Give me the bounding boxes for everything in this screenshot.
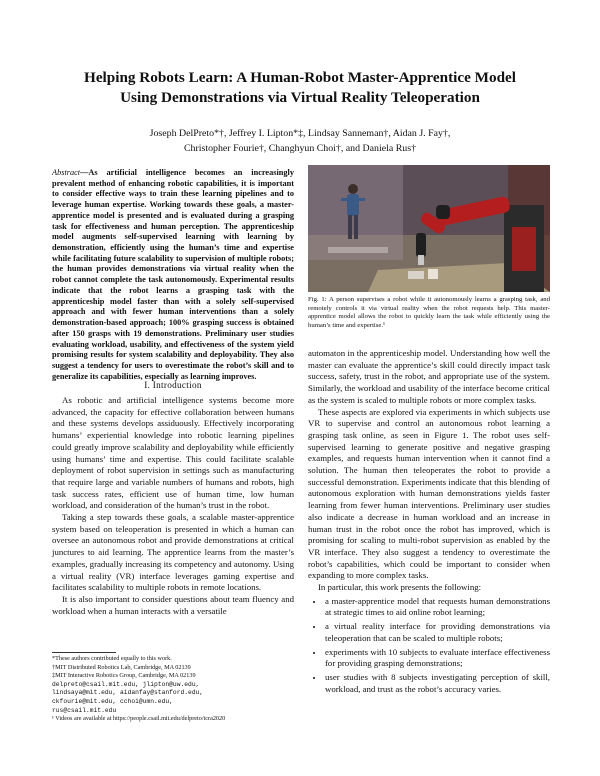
footnote: †MIT Distributed Robotics Lab, Cambridge, MA 02139 [52,663,191,671]
footnote: ‡MIT Interactive Robotics Group, Cambridge, MA 02139 [52,672,196,680]
figure-robot-photo [308,165,550,292]
intro-paragraph: It is also important to consider questions about team fluency and workload when a human interacts with a versatile [52,593,294,616]
figure-caption: Fig. 1: A person supervises a robot while it autonomously learns a grasping task, and remotely controls it via virtual reality when the robot requests help. This master-apprentice model allows the robot to quickly learn the task while efficiently using the human’s time and expertise.¹ [308,296,550,329]
email-line: delpreto@csail.mit.edu, jlipton@uw.edu, [52,680,200,688]
body-paragraph: In particular, this work presents the following: [318,582,482,593]
title-line-2: Using Demonstrations via Virtual Reality Teleoperation [120,89,480,106]
abstract-label: Abstract [52,168,81,177]
footnote-rule [52,652,116,653]
contribution-item: • a master-apprentice model that requests human demonstrations at strategic times to aid online robot learning; [324,596,550,619]
authors-line-1: Joseph DelPreto*†, Jeffrey I. Lipton*‡, Lindsay Sanneman†, Aidan J. Fay†, [149,128,451,139]
authors-line-2: Christopher Fourie†, Changhyun Choi†, and Daniela Rus† [183,143,417,154]
paper-title [40,68,560,108]
footnote-video-link: ¹ Videos are available at https://people.csail.mit.edu/delpreto/icra2020 [52,715,226,723]
body-paragraph: automaton in the apprenticeship model. Understanding how well the master can evaluate the apprentice’s skill could directly impact task success, safety, trust in the robot, and appropriate use of the system. Similarly, the workload and usability of the interface become critical as the system is scaled to multiple robots or more complex tasks. [308,348,550,405]
intro-paragraph: As robotic and artificial intelligence systems become more advanced, the capacity for effective collaboration between humans and these systems develops assiduously. Effectively incorporating humans’ experiential knowledge into robotic learning pipelines could greatly improve scalability and deployability while efficiently using humans’ time and expertise. This could facilitate scalable deployment of robot supervision in settings such as manufacturing that require large and variable numbers of humans and robots, high task success rates, efficient use of human time, low human workload, and consideration of the human’s trust in the robot. [52,395,294,511]
author-list [40,126,560,156]
email-line: lindsaya@mit.edu, aidanfay@stanford.edu, [52,689,204,697]
contribution-item: • user studies with 8 subjects investigating perception of skill, workload, and trust as the robot’s accuracy varies. [324,672,550,695]
body-paragraph: These aspects are explored via experiments in which subjects use VR to supervise and control an autonomous robot learning a grasping task online, as seen in Figure 1. The robot uses self-supervised learning to generate positive and negative grasping examples, and requests human intervention when it cannot find a solution. The human then teleoperates the robot to provide a successful demonstration. Experiments indicate that this blending of autonomous exploration with human demonstrations yields faster learning from fewer human interventions. Preliminary user studies also indicate a decrease in human workload and an increase in human trust in the robot once the robot has improved, which is promising for scaling to multi-robot supervision as enabled by the VR interface. They also suggest a tendency to overestimate the robot’s capabilities, which could be important to consider when expanding to more complex tasks. [308,406,550,581]
email-line: ckfourie@mit.edu, cchoi@umn.edu, [52,697,173,705]
abstract-text: —As artificial intelligence becomes an increasingly prevalent method of enhancing robotic capabilities, it is important to consider effective ways to train these learning pipelines and to leverage human expertise. Working towards these goals, a master-apprentice model is presented and is evaluated during a grasping task for effectiveness and human perception. The apprenticeship model augments self-supervised learning with learning by demonstration, efficiently using the human’s time and expertise while facilitating future scalability to supervision of multiple robots; the human provides demonstrations via virtual reality when the robot cannot complete the task autonomously. Experimental results indicate that the robot learns a grasping task with the apprenticeship model faster than with a solely self-supervised approach and with fewer human interventions than a solely demonstration-based approach; 100% grasping success is obtained after 150 grasps with 19 demonstrations. Preliminary user studies evaluating workload, usability, and effectiveness of the system yield promising results for system scalability and deployability. They also suggest a tendency for users to overestimate the robot’s skill and to generalize its capabilities, especially as learning improves. [52,168,294,381]
footnote: *These authors contributed equally to this work. [52,655,172,662]
contribution-list [308,596,550,696]
robot-scene-illustration [308,165,550,292]
section-heading-introduction: I. Introduction [144,380,202,390]
contribution-item: • experiments with 10 subjects to evaluate interface effectiveness for providing grasping demonstrations; [324,647,550,670]
title-line-1: Helping Robots Learn: A Human-Robot Master-Apprentice Model [84,69,516,86]
contribution-item: • a virtual reality interface for providing demonstrations via teleoperation that can be scaled to multiple robots; [324,621,550,644]
email-line: rus@csail.mit.edu [52,706,117,714]
introduction-body [52,395,294,617]
right-column-body [308,348,550,697]
intro-paragraph: Taking a step towards these goals, a scalable master-apprentice system based on teleoperation is presented in which a human can oversee an autonomous robot and provide demonstrations at critical junctures to aid learning. The apprentice learns from the master’s examples, gradually increasing its competency and autonomy. Using a virtual reality (VR) interface leverages gaming expertise and facilitates scalability to multiple robots in remote locations. [52,512,294,593]
abstract [52,168,294,382]
footnotes [52,652,294,724]
